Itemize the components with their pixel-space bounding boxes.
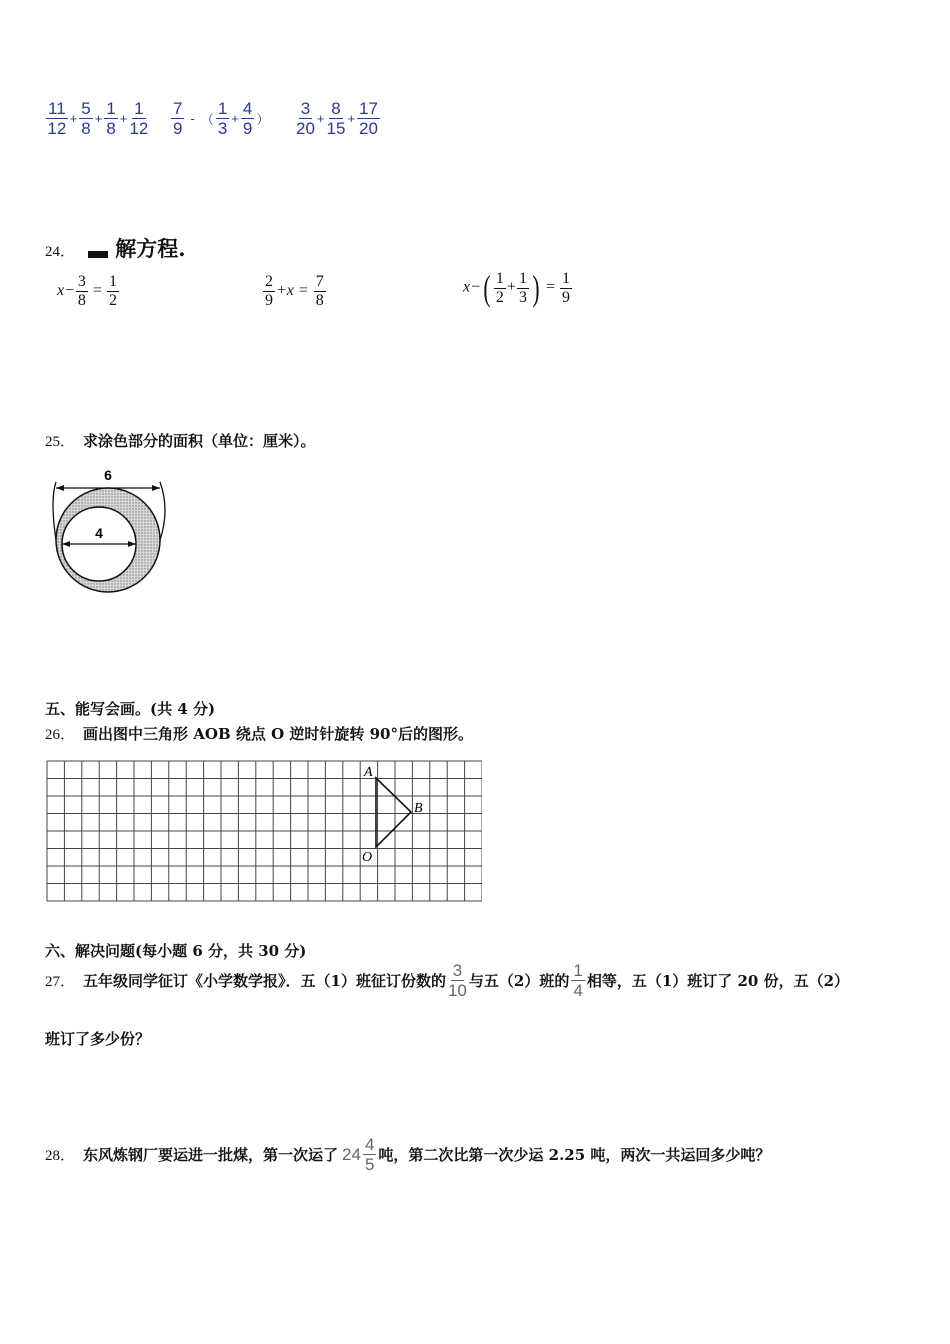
section-5-title: 五、能写会画。(共 4 分) xyxy=(45,700,216,718)
fraction: $\frac{7}{9}$ xyxy=(173,99,183,138)
fraction: $\frac{5}{8}$ xyxy=(81,99,91,138)
fraction: $\frac{1}{8}$ xyxy=(106,99,116,138)
fraction: $\frac{1}{12}$ xyxy=(129,99,149,138)
q28-question: 28． 东风炼钢厂要运进一批煤，第一次运了 24 $\frac{4}{5}$ 吨，第二次比第一次少运 2.25 吨，两次一共运回多少吨？ xyxy=(45,1135,771,1174)
fraction: $\frac{17}{20}$ xyxy=(359,99,378,138)
fraction: $\frac{1}{2}$ xyxy=(495,269,504,306)
q24-equation-2: $\frac{2}{9}$ +x = $\frac{7}{8}$ xyxy=(265,273,324,309)
point-o-label: O xyxy=(362,850,373,865)
fraction: $\frac{1}{2}$ xyxy=(108,273,117,309)
triangle-aob xyxy=(376,778,411,847)
grid xyxy=(47,761,482,901)
q27-question-continued: 班订了多少份？ xyxy=(45,1030,151,1048)
q23-expression-2: $\frac{7}{9}$ - （ $\frac{1}{3}$ + $\frac{4}{9}$ ） xyxy=(173,99,270,138)
point-b-label: B xyxy=(414,801,423,816)
q27-question: 27． 五年级同学征订《小学数学报》．五（1）班征订份数的 $\frac{3}{10}$ 与五（2）班的 $\frac{1}{4}$ 相等，五（1）班订了 20 份，五（2） xyxy=(45,961,850,1000)
fraction: $\frac{3}{8}$ xyxy=(77,273,86,309)
fraction: $\frac{4}{5}$ xyxy=(364,1135,375,1174)
q26-grid-figure xyxy=(46,760,482,902)
fraction: $\frac{2}{9}$ xyxy=(265,273,273,309)
q23-expression-3: $\frac{3}{20}$ + $\frac{8}{15}$ + $\frac{17}{20}$ xyxy=(296,99,378,138)
fraction: $\frac{7}{8}$ xyxy=(315,273,324,309)
fraction: $\frac{1}{3}$ xyxy=(217,99,228,138)
fraction: $\frac{3}{20}$ xyxy=(296,99,315,138)
fraction: $\frac{3}{10}$ xyxy=(447,961,467,1000)
question-number: 24． xyxy=(45,244,76,260)
q25-question: 25． 求涂色部分的面积（单位：厘米）。 xyxy=(45,432,316,450)
mixed-number-whole: 24 xyxy=(342,1144,361,1164)
fraction: $\frac{1}{9}$ xyxy=(561,269,570,306)
fraction: $\frac{4}{9}$ xyxy=(242,99,253,138)
point-a-label: A xyxy=(364,765,373,780)
q26-question: 26． 画出图中三角形 AOB 绕点 O 逆时针旋转 90°后的图形。 xyxy=(45,725,473,743)
q24-equation-3: x−( $\frac{1}{2}$ + $\frac{1}{3}$ ) = $\frac{1}{9}$ xyxy=(463,268,570,308)
q25-circle-figure xyxy=(42,460,177,595)
section-6-title: 六、解决问题(每小题 6 分，共 30 分) xyxy=(45,942,307,960)
outer-label: 6 xyxy=(104,467,112,483)
fraction: $\frac{1}{4}$ xyxy=(573,961,583,1000)
inner-label: 4 xyxy=(95,525,103,541)
fraction: $\frac{8}{15}$ xyxy=(326,99,346,138)
fraction: $\frac{1}{3}$ xyxy=(518,269,527,306)
mark-icon xyxy=(88,251,108,258)
fraction: $\frac{11}{12}$ xyxy=(47,99,67,138)
q24-title: 解方程. xyxy=(115,236,186,261)
q24-equation-1: x− $\frac{3}{8}$ = $\frac{1}{2}$ xyxy=(57,273,117,309)
q23-expression-1: $\frac{11}{12}$ + $\frac{5}{8}$ + $\frac{1}{8}$ + $\frac{1}{12}$ xyxy=(47,99,149,138)
q24-heading xyxy=(45,233,186,263)
